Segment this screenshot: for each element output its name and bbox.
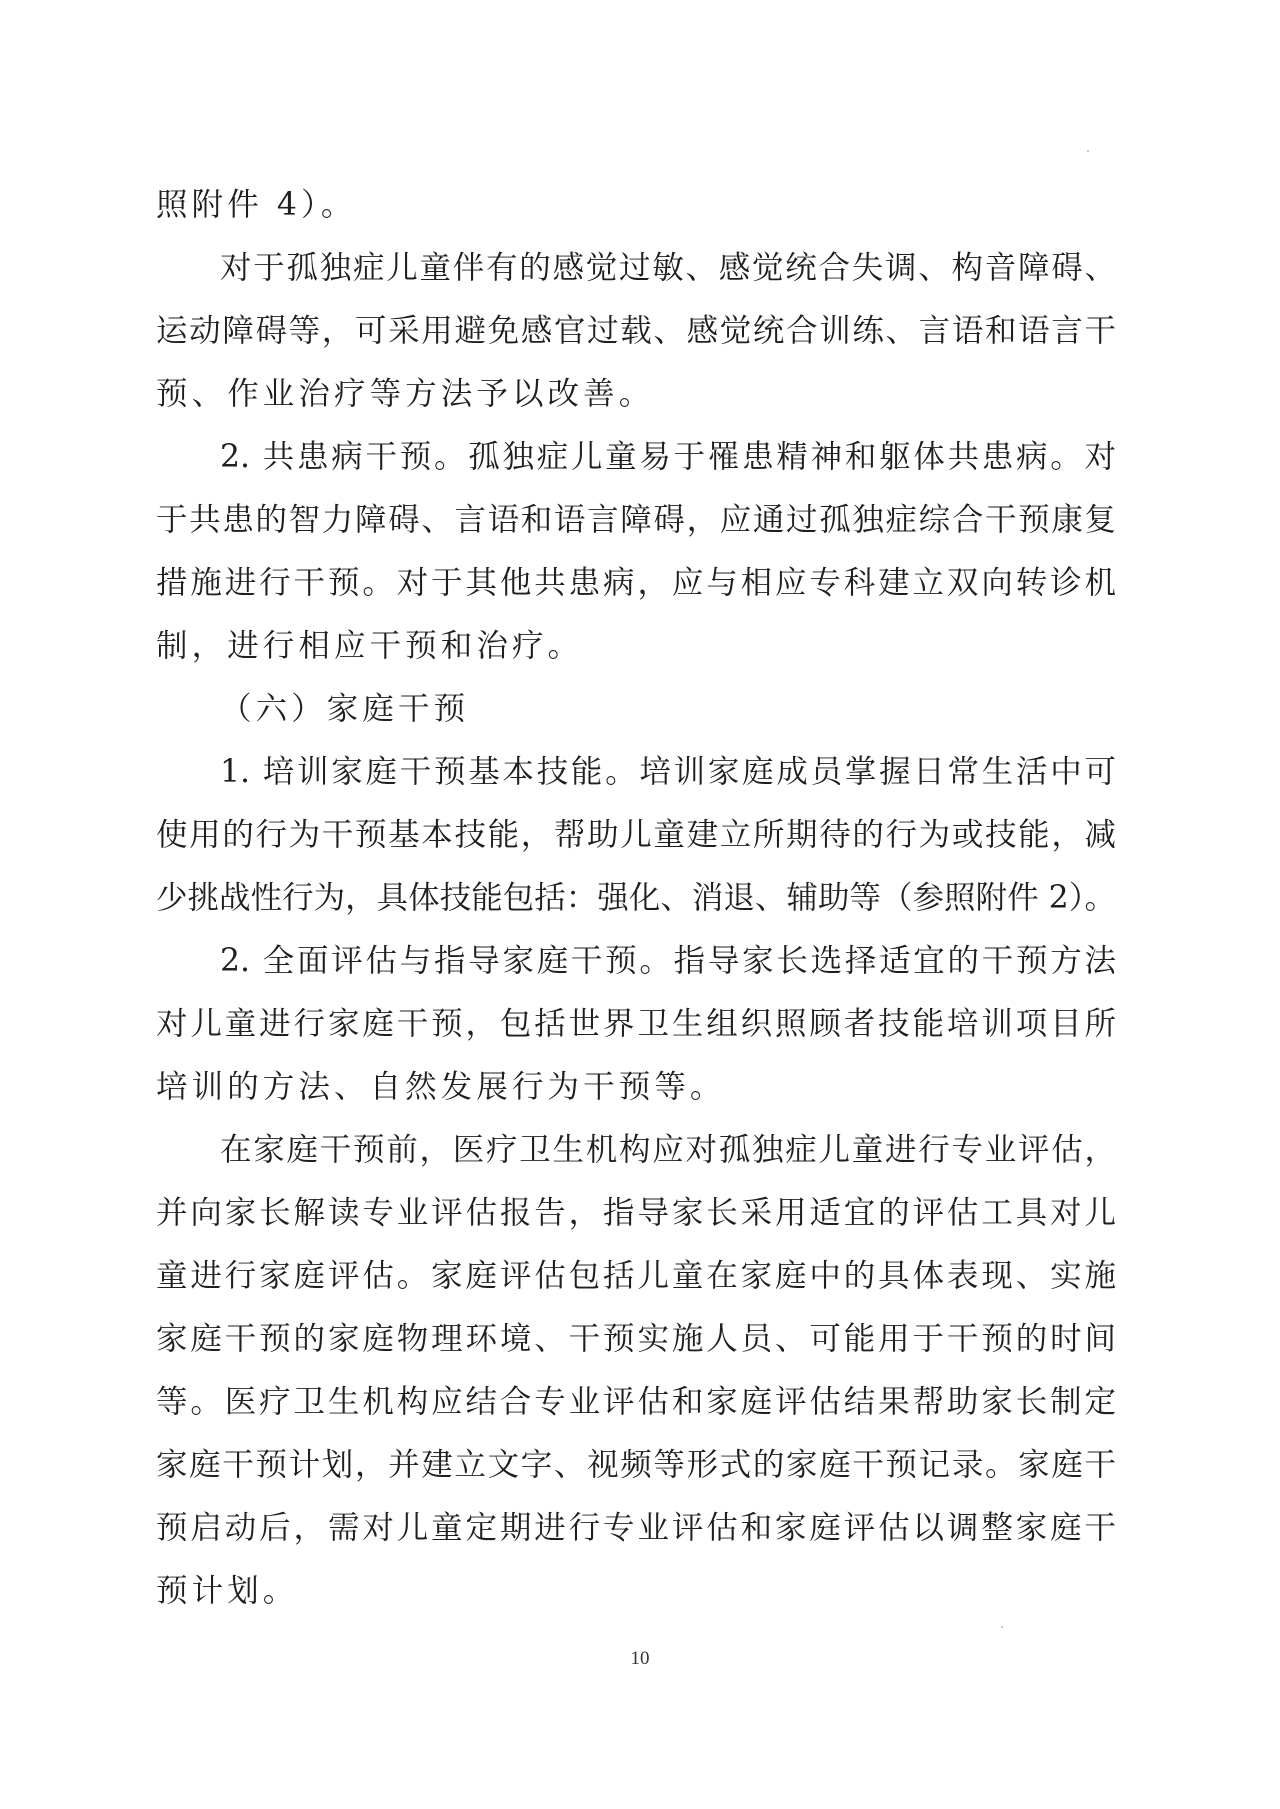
text-line: 预启动后，需对儿童定期进行专业评估和家庭评估以调整家庭干 (156, 1510, 1116, 1546)
text-line: 照附件 4）。 (156, 187, 357, 223)
text-line: 家庭干预计划，并建立文字、视频等形式的家庭干预记录。家庭干 (156, 1447, 1116, 1483)
page-number: 10 (630, 1648, 650, 1669)
text-line: 制，进行相应干预和治疗。 (156, 628, 584, 664)
text-line: 措施进行干预。对于其他共患病，应与相应专科建立双向转诊机 (156, 565, 1116, 601)
text-line: 少挑战性行为，具体技能包括：强化、消退、辅助等（参照附件 2）。 (156, 880, 1116, 916)
section-heading: （六）家庭干预 (220, 691, 470, 727)
text-line: 预计划。 (156, 1573, 299, 1609)
paragraph-line: 在家庭干预前，医疗卫生机构应对孤独症儿童进行专业评估， (220, 1132, 1116, 1168)
text-line: 运动障碍等，可采用避免感官过载、感觉统合训练、言语和语言干 (156, 313, 1116, 349)
text-line: 对儿童进行家庭干预，包括世界卫生组织照顾者技能培训项目所 (156, 1006, 1116, 1042)
text-line: 并向家长解读专业评估报告，指导家长采用适宜的评估工具对儿 (156, 1195, 1116, 1231)
paragraph-line: 1. 培训家庭干预基本技能。培训家庭成员掌握日常生活中可 (220, 754, 1116, 790)
text-line: 预、作业治疗等方法予以改善。 (156, 376, 655, 412)
text-line: 家庭干预的家庭物理环境、干预实施人员、可能用于干预的时间 (156, 1321, 1116, 1357)
text-line: 于共患的智力障碍、言语和语言障碍，应通过孤独症综合干预康复 (156, 502, 1116, 538)
paragraph-line: 对于孤独症儿童伴有的感觉过敏、感觉统合失调、构音障碍、 (220, 250, 1116, 286)
paragraph-line: 2. 共患病干预。孤独症儿童易于罹患精神和躯体共患病。对 (220, 439, 1116, 475)
text-line: 童进行家庭评估。家庭评估包括儿童在家庭中的具体表现、实施 (156, 1258, 1116, 1294)
text-line: 等。医疗卫生机构应结合专业评估和家庭评估结果帮助家长制定 (156, 1384, 1116, 1420)
scan-speck (1087, 150, 1089, 152)
paragraph-line: 2. 全面评估与指导家庭干预。指导家长选择适宜的干预方法 (220, 943, 1116, 979)
text-line: 使用的行为干预基本技能，帮助儿童建立所期待的行为或技能，减 (156, 817, 1116, 853)
scan-speck (1001, 1626, 1003, 1628)
text-line: 培训的方法、自然发展行为干预等。 (156, 1069, 726, 1105)
